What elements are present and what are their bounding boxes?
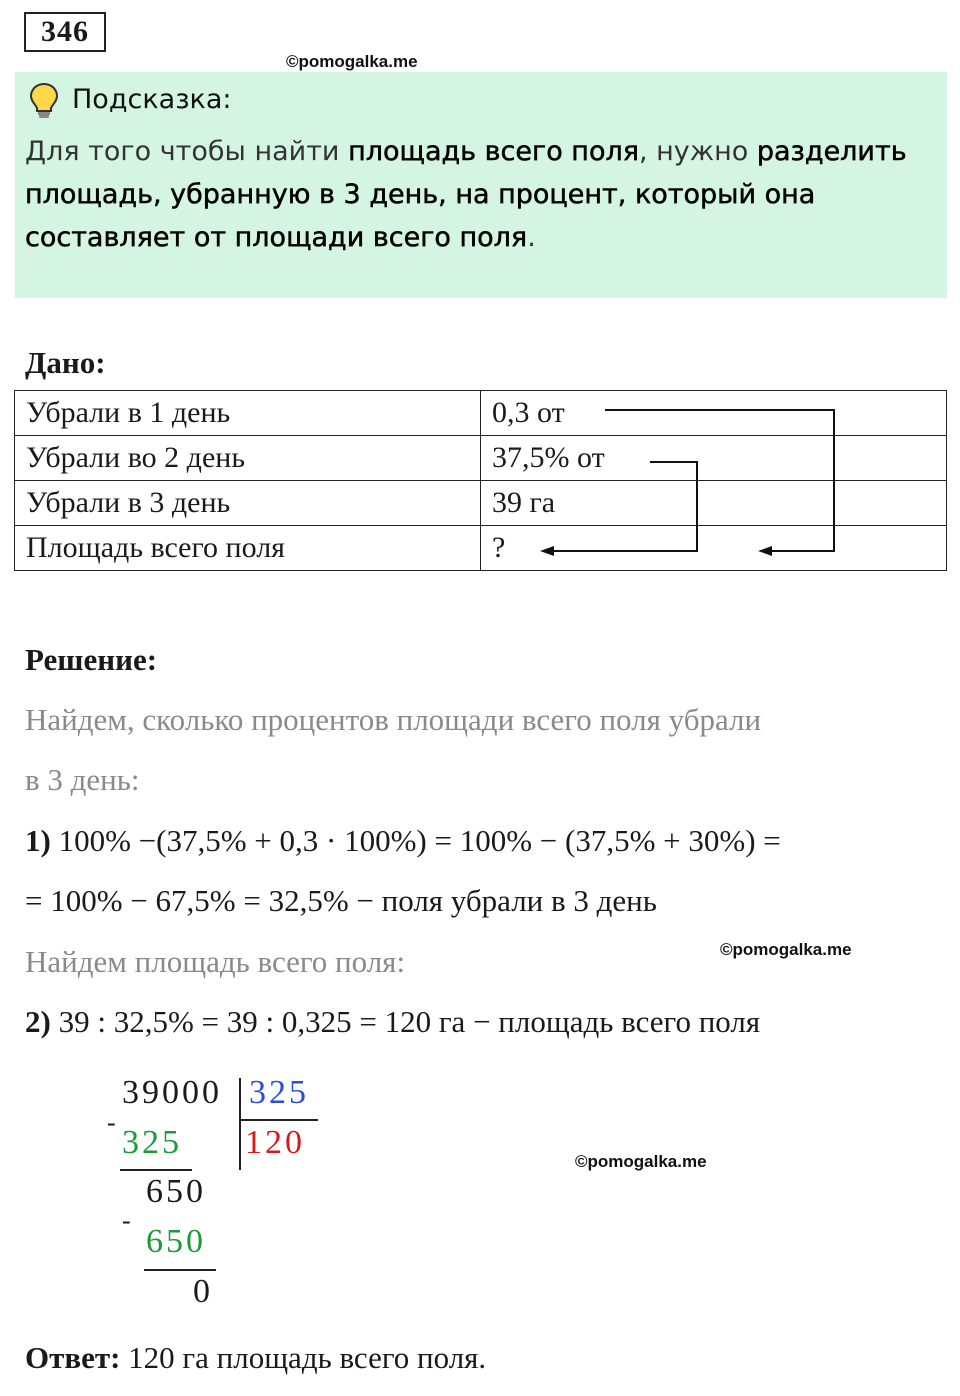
solution-title: Решение: <box>25 642 158 677</box>
given-value: 37,5% от <box>481 436 947 481</box>
divisor: 325 <box>249 1074 309 1111</box>
answer-text: 120 га площадь всего поля. <box>120 1340 487 1375</box>
arrow-day2-to-total <box>552 462 697 551</box>
given-label: Убрали в 3 день <box>15 481 481 526</box>
solution-intro-1b: в 3 день: <box>25 762 140 797</box>
final-remainder: 0 <box>193 1273 213 1310</box>
dividend: 39000 <box>122 1074 222 1111</box>
hint-emphasis: площадь всего поля <box>348 136 639 167</box>
remainder-1: 650 <box>146 1173 206 1210</box>
answer-label: Ответ: <box>25 1340 121 1375</box>
given-value: 39 га <box>481 481 947 526</box>
given-value: ? <box>481 526 947 571</box>
watermark: ©pomogalka.me <box>720 940 852 959</box>
arrowhead-day2 <box>540 546 554 556</box>
answer <box>25 1340 486 1376</box>
watermark: ©pomogalka.me <box>286 52 418 71</box>
arrowhead-day1 <box>758 546 772 556</box>
problem-number: 346 <box>24 12 106 52</box>
minus-sign: - <box>122 1206 134 1235</box>
step-1-continued: = 100% − 67,5% = 32,5% − поля убрали в 3 день <box>25 883 657 918</box>
given-value: 0,3 от <box>481 391 947 436</box>
reference-arrows <box>0 0 960 600</box>
watermark: ©pomogalka.me <box>575 1152 707 1171</box>
arrow-day1-to-total <box>605 410 834 551</box>
subtrahend-1: 325 <box>122 1124 182 1161</box>
hint-emphasis: разделить площадь, убранную в 3 день, на процент, который она составляет от площади всего поля <box>25 136 907 253</box>
hint-fragment: Для того чтобы найти <box>25 136 349 167</box>
step-1 <box>25 823 781 859</box>
step-2-number: 2) <box>25 1004 51 1039</box>
step-1-number: 1) <box>25 823 51 858</box>
step-2-text: 39 : 32,5% = 39 : 0,325 = 120 га − площадь всего поля <box>50 1004 761 1039</box>
solution-intro-1: Найдем, сколько процентов площади всего поля убрали <box>25 702 762 737</box>
given-label: Убрали во 2 день <box>15 436 481 481</box>
step-1-text: 100% −(37,5% + 0,3 · 100%) = 100% − (37,5% + 30%) = <box>50 823 781 858</box>
minus-sign: - <box>107 1108 119 1137</box>
hint-title: Подсказка: <box>72 84 232 115</box>
step-2 <box>25 1004 760 1040</box>
given-label: Площадь всего поля <box>15 526 481 571</box>
solution-intro-2: Найдем площадь всего поля: <box>25 944 406 979</box>
given-title: Дано: <box>25 345 106 380</box>
division-lines <box>0 1060 400 1320</box>
hint-fragment: , нужно <box>638 136 757 167</box>
given-label: Убрали в 1 день <box>15 391 481 436</box>
hint-fragment: . <box>527 222 536 253</box>
quotient: 120 <box>245 1124 305 1161</box>
subtrahend-2: 650 <box>146 1223 206 1260</box>
